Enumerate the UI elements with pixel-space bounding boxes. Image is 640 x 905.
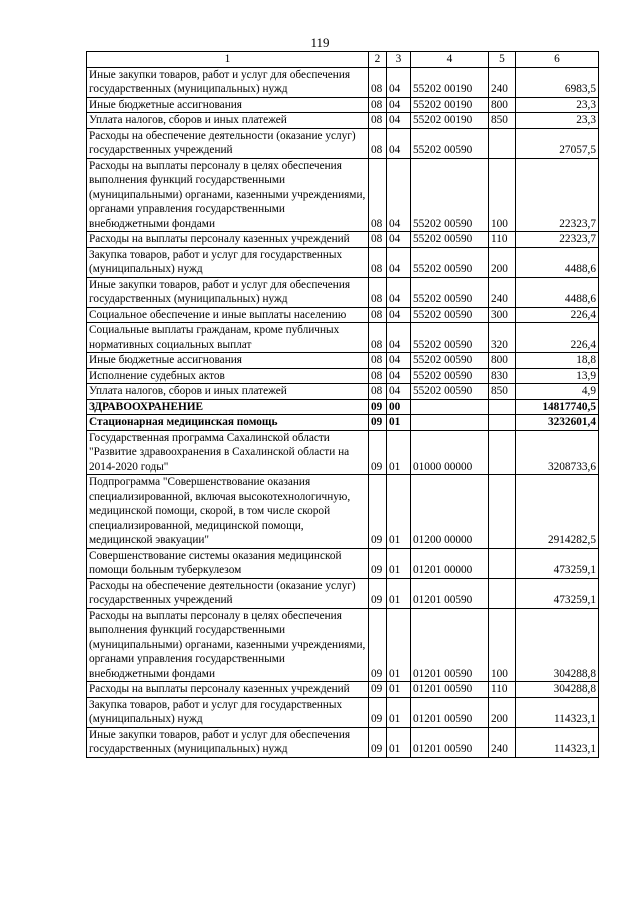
row-subsection: 04 [387,128,411,158]
row-subsection: 04 [387,113,411,129]
row-name: Исполнение судебных актов [87,368,369,384]
table-row [87,67,599,97]
row-subsection: 01 [387,727,411,757]
table-row [87,399,599,415]
row-expense-type: 100 [489,608,516,682]
row-expense-type: 320 [489,323,516,353]
table-row [87,128,599,158]
row-name: Расходы на обеспечение деятельности (оказание услуг) государственных учреждений [87,128,369,158]
row-target-code: 01000 00000 [411,430,489,475]
row-name: Уплата налогов, сборов и иных платежей [87,113,369,129]
table-row [87,232,599,248]
row-expense-type: 830 [489,368,516,384]
row-name: Расходы на выплаты персоналу в целях обеспечения выполнения функций государственными (муниципальными) органами, казенными учреждениями, органами управления государственными внебюджетными фондами [87,608,369,682]
table-row [87,158,599,232]
row-subsection: 01 [387,608,411,682]
row-section: 09 [369,682,387,698]
row-subsection: 04 [387,97,411,113]
row-name: Стационарная медицинская помощь [87,415,369,431]
table-row [87,113,599,129]
table-row [87,430,599,475]
table-row [87,578,599,608]
row-section: 09 [369,727,387,757]
row-amount: 4,9 [516,384,599,400]
header-col-name: 1 [87,52,369,68]
header-col-amount: 6 [516,52,599,68]
row-subsection: 04 [387,158,411,232]
row-expense-type [489,548,516,578]
row-name: Расходы на обеспечение деятельности (оказание услуг) государственных учреждений [87,578,369,608]
row-section: 09 [369,399,387,415]
row-expense-type: 850 [489,113,516,129]
table-row [87,323,599,353]
table-row [87,247,599,277]
row-target-code: 55202 00190 [411,113,489,129]
row-name: Совершенствование системы оказания медицинской помощи больным туберкулезом [87,548,369,578]
row-name: Социальные выплаты гражданам, кроме публичных нормативных социальных выплат [87,323,369,353]
row-subsection: 01 [387,578,411,608]
row-amount: 473259,1 [516,548,599,578]
row-name: Уплата налогов, сборов и иных платежей [87,384,369,400]
row-name: Иные закупки товаров, работ и услуг для обеспечения государственных (муниципальных) нужд [87,277,369,307]
row-subsection: 01 [387,415,411,431]
row-amount: 304288,8 [516,682,599,698]
row-target-code: 01201 00000 [411,548,489,578]
row-target-code: 55202 00590 [411,307,489,323]
row-expense-type: 240 [489,277,516,307]
row-section: 08 [369,158,387,232]
table-row [87,727,599,757]
row-target-code: 55202 00590 [411,158,489,232]
row-section: 08 [369,67,387,97]
row-target-code: 55202 00590 [411,277,489,307]
header-col-target-code: 4 [411,52,489,68]
row-name: Иные бюджетные ассигнования [87,97,369,113]
row-name: Государственная программа Сахалинской области "Развитие здравоохранения в Сахалинской области на 2014-2020 годы" [87,430,369,475]
table-row [87,415,599,431]
row-expense-type: 100 [489,158,516,232]
budget-table [86,51,599,758]
table-header-row [87,52,599,68]
row-target-code: 55202 00590 [411,247,489,277]
row-amount: 22323,7 [516,158,599,232]
row-expense-type: 800 [489,353,516,369]
row-name: Иные закупки товаров, работ и услуг для обеспечения государственных (муниципальных) нужд [87,67,369,97]
row-target-code: 55202 00590 [411,232,489,248]
row-target-code: 55202 00190 [411,67,489,97]
row-subsection: 04 [387,67,411,97]
row-subsection: 01 [387,430,411,475]
row-subsection: 01 [387,548,411,578]
row-section: 09 [369,697,387,727]
row-section: 08 [369,323,387,353]
row-subsection: 01 [387,475,411,549]
row-amount: 14817740,5 [516,399,599,415]
table-row [87,384,599,400]
row-section: 08 [369,277,387,307]
header-col-expense-type: 5 [489,52,516,68]
row-section: 08 [369,232,387,248]
table-row [87,682,599,698]
row-section: 09 [369,430,387,475]
row-section: 09 [369,548,387,578]
row-name: Иные бюджетные ассигнования [87,353,369,369]
row-expense-type [489,128,516,158]
row-section: 08 [369,247,387,277]
row-expense-type [489,430,516,475]
row-expense-type: 200 [489,697,516,727]
row-section: 08 [369,368,387,384]
row-target-code: 55202 00590 [411,323,489,353]
row-target-code: 01201 00590 [411,697,489,727]
row-amount: 23,3 [516,113,599,129]
row-name: Расходы на выплаты персоналу в целях обеспечения выполнения функций государственными (муниципальными) органами, казенными учреждениями, органами управления государственными внебюджетными фондами [87,158,369,232]
row-target-code: 01201 00590 [411,682,489,698]
table-row [87,97,599,113]
row-name: Закупка товаров, работ и услуг для государственных (муниципальных) нужд [87,247,369,277]
row-section: 09 [369,475,387,549]
row-amount: 473259,1 [516,578,599,608]
row-subsection: 04 [387,307,411,323]
table-row [87,307,599,323]
row-target-code: 01201 00590 [411,727,489,757]
row-subsection: 04 [387,384,411,400]
row-section: 08 [369,128,387,158]
row-subsection: 01 [387,697,411,727]
row-expense-type [489,415,516,431]
row-name: Расходы на выплаты персоналу казенных учреждений [87,682,369,698]
row-section: 08 [369,97,387,113]
row-section: 08 [369,307,387,323]
row-amount: 3232601,4 [516,415,599,431]
row-section: 09 [369,415,387,431]
row-expense-type [489,475,516,549]
row-name: Расходы на выплаты персоналу казенных учреждений [87,232,369,248]
row-section: 08 [369,113,387,129]
row-amount: 226,4 [516,323,599,353]
row-expense-type: 300 [489,307,516,323]
row-section: 09 [369,578,387,608]
row-subsection: 04 [387,247,411,277]
row-amount: 304288,8 [516,608,599,682]
row-name: Социальное обеспечение и иные выплаты населению [87,307,369,323]
row-expense-type: 110 [489,682,516,698]
row-expense-type: 110 [489,232,516,248]
row-amount: 114323,1 [516,697,599,727]
row-subsection: 04 [387,323,411,353]
row-target-code: 55202 00590 [411,353,489,369]
table-row [87,353,599,369]
row-expense-type: 800 [489,97,516,113]
table-row [87,608,599,682]
row-expense-type: 240 [489,727,516,757]
row-expense-type [489,578,516,608]
header-col-section: 2 [369,52,387,68]
row-amount: 22323,7 [516,232,599,248]
row-amount: 6983,5 [516,67,599,97]
row-amount: 3208733,6 [516,430,599,475]
row-target-code: 01201 00590 [411,608,489,682]
row-amount: 18,8 [516,353,599,369]
row-subsection: 04 [387,277,411,307]
row-amount: 13,9 [516,368,599,384]
row-section: 08 [369,353,387,369]
row-target-code: 55202 00190 [411,97,489,113]
row-amount: 226,4 [516,307,599,323]
row-expense-type: 200 [489,247,516,277]
row-name: Закупка товаров, работ и услуг для государственных (муниципальных) нужд [87,697,369,727]
row-amount: 23,3 [516,97,599,113]
row-section: 08 [369,384,387,400]
row-name: Иные закупки товаров, работ и услуг для обеспечения государственных (муниципальных) нужд [87,727,369,757]
table-row [87,548,599,578]
row-subsection: 00 [387,399,411,415]
row-target-code: 55202 00590 [411,368,489,384]
row-amount: 27057,5 [516,128,599,158]
row-expense-type [489,399,516,415]
table-row [87,368,599,384]
table-body [87,67,599,757]
row-subsection: 04 [387,232,411,248]
page-number: 119 [310,35,330,50]
row-target-code: 55202 00590 [411,384,489,400]
row-section: 09 [369,608,387,682]
row-target-code: 55202 00590 [411,128,489,158]
row-amount: 4488,6 [516,277,599,307]
row-target-code [411,399,489,415]
row-name: Подпрограмма "Совершенствование оказания специализированной, включая высокотехнологичную, медицинской помощи, скорой, в том числе скорой специализированной, медицинской помощи, медицинской эвакуации" [87,475,369,549]
row-subsection: 01 [387,682,411,698]
row-name: ЗДРАВООХРАНЕНИЕ [87,399,369,415]
row-amount: 4488,6 [516,247,599,277]
row-target-code: 01201 00590 [411,578,489,608]
row-amount: 114323,1 [516,727,599,757]
row-subsection: 04 [387,353,411,369]
row-target-code [411,415,489,431]
row-target-code: 01200 00000 [411,475,489,549]
row-amount: 2914282,5 [516,475,599,549]
header-col-subsection: 3 [387,52,411,68]
row-expense-type: 240 [489,67,516,97]
table-row [87,697,599,727]
row-expense-type: 850 [489,384,516,400]
table-row [87,277,599,307]
row-subsection: 04 [387,368,411,384]
table-row [87,475,599,549]
